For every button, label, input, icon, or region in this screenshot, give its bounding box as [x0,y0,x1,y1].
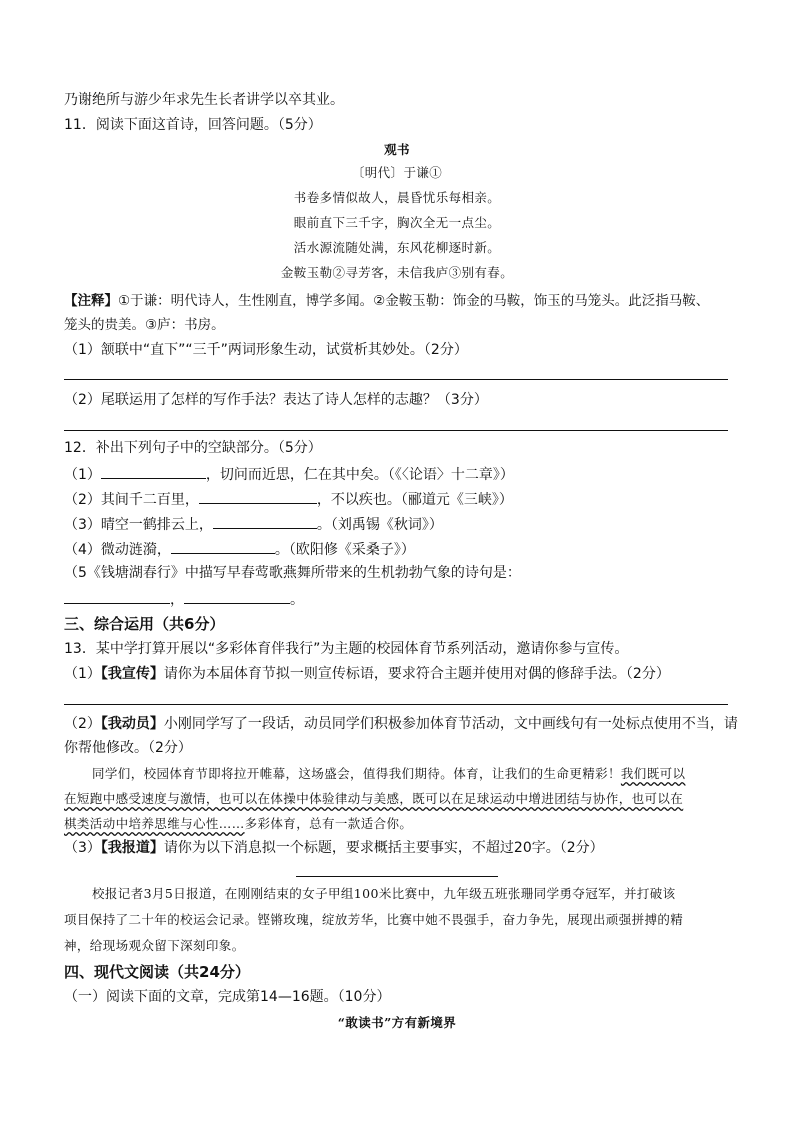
q13-sub3 [64,838,604,858]
poem-notes [64,291,709,311]
item-text: 。（刘禹锡《秋词》） [316,517,443,533]
q11-sub2: （2）尾联运用了怎样的写作手法？表达了诗人怎样的志趣？（3分） [64,392,488,408]
q11-prompt: 11．阅读下面这首诗，回答问题。（5分） [64,117,322,133]
item-number: （1） [64,467,101,483]
speech-paragraph-end [64,814,412,834]
q12-prompt: 12．补出下列句子中的空缺部分。（5分） [64,440,322,456]
item-text: ，切问而近思，仁在其中矣。（《〈论语〉十二章》） [205,467,514,483]
answer-line[interactable] [64,379,728,380]
fill-blank[interactable] [184,588,290,604]
punctuation: ， [170,592,184,608]
underlined-sentence: 在短跑中感受速度与激情，也可以在体操中体验律动与美感，既可以在足球运动中增进团结与协作，也可以在 [64,791,684,806]
q13-prompt: 13．某中学打算开展以“多彩体育伴我行”为主题的校园体育节系列活动，邀请你参与宣传。 [64,641,629,657]
underlined-sentence: 棋类活动中培养思维与心性…… [64,816,245,831]
speech-text: 同学们，校园体育节即将拉开帷幕，这场盛会，值得我们期待。体育，让我们的生命更精彩！ [92,766,621,781]
q12-item3 [64,513,443,535]
q12-item1 [64,463,514,485]
section4-heading: 四、现代文阅读（共24分） [64,963,250,981]
poem-line: 眼前直下三千字，胸次全无一点尘。 [293,215,501,230]
item-text: （4）微动涟漪， [64,542,171,558]
news-paragraph-end: 神，给现场观众留下深刻印象。 [64,938,245,953]
underlined-sentence: 我们既可以 [620,766,686,781]
q13-sub1 [64,664,670,684]
sub-label: 【我动员】 [100,716,164,732]
punctuation: 。 [290,592,304,608]
poem-line: 书卷多情似故人，晨昏忧乐每相亲。 [293,190,501,205]
answer-line[interactable] [64,704,728,705]
item-text: 请你为本届体育节拟一则宣传标语，要求符合主题并使用对偶的修辞手法。（2分） [163,666,670,682]
item-text: 。（欧阳修《采桑子》） [274,542,415,558]
q12-item4 [64,538,415,560]
fill-blank[interactable] [213,513,317,529]
fill-blank[interactable] [64,588,170,604]
answer-line[interactable] [64,430,728,431]
q13-sub2 [64,714,738,734]
poem-line: 金鞍玉勒②寻芳客，未信我庐③别有春。 [280,265,514,280]
news-paragraph: 校报记者3月5日报道，在刚刚结束的女子甲组100米比赛中，九年级五班张珊同学勇夺冠军，并打破该 [92,886,676,901]
q13-sub2-cont: 你帮他修改。（2分） [64,740,192,756]
item-number: （2） [64,716,101,732]
item-number: （3） [64,840,101,856]
q12-item2 [64,488,513,510]
notes-text: ①于谦：明代诗人，生性刚直，博学多闻。②金鞍玉勒：饰金的马鞍，饰玉的马笼头。此泛指马鞍、 [118,293,710,309]
section3-heading: 三、综合运用（共6分） [64,615,225,633]
carryover-line: 乃谢绝所与游少年求先生长者讲学以卒其业。 [64,92,344,108]
q12-item5-answer [64,588,304,610]
item-text: 小刚同学写了一段话，动员同学们积极参加体育节活动，文中画线句有一处标点使用不当，请 [163,716,738,732]
headline-answer-line[interactable] [296,876,498,877]
item-text: （3）晴空一鹤排云上， [64,517,213,533]
article-title: “敢读书”方有新境界 [337,1015,457,1030]
poem-title: 观书 [384,142,410,157]
fill-blank[interactable] [171,538,275,554]
poem-author: 〔明代〕于谦① [351,165,443,180]
news-paragraph-cont: 项目保持了二十年的校运会记录。铿锵玫瑰，绽放芳华，比赛中她不畏强手，奋力争先，展现出顽强拼搏的精 [64,912,684,927]
q12-item5: （5《钱塘湖春行》中描写早春莺歌燕舞所带来的生机勃勃气象的诗句是： [64,565,521,581]
sub-label: 【我报道】 [100,840,164,856]
item-text: 请你为以下消息拟一个标题，要求概括主要事实，不超过20字。（2分） [163,840,604,856]
poem-notes-cont: 笼头的贵美。③庐：书房。 [64,317,225,333]
poem-line: 活水源流随处满，东风花柳逐时新。 [293,240,501,255]
speech-text: 多彩体育，总有一款适合你。 [244,816,413,831]
sub-label: 【我宣传】 [100,666,164,682]
item-number: （1） [64,666,101,682]
speech-paragraph [92,764,685,784]
fill-blank[interactable] [199,488,317,504]
section4-subheading: （一）阅读下面的文章，完成第14—16题。（10分） [64,989,391,1005]
fill-blank[interactable] [101,463,206,479]
speech-paragraph-cont [64,789,683,809]
item-text: ，不以疾也。（郦道元《三峡》） [316,492,513,508]
notes-label: 【注释】 [64,293,118,309]
q11-sub1: （1）颔联中“直下”“三千”两词形象生动，试赏析其妙处。（2分） [64,342,468,358]
item-text: （2）其间千二百里， [64,492,199,508]
